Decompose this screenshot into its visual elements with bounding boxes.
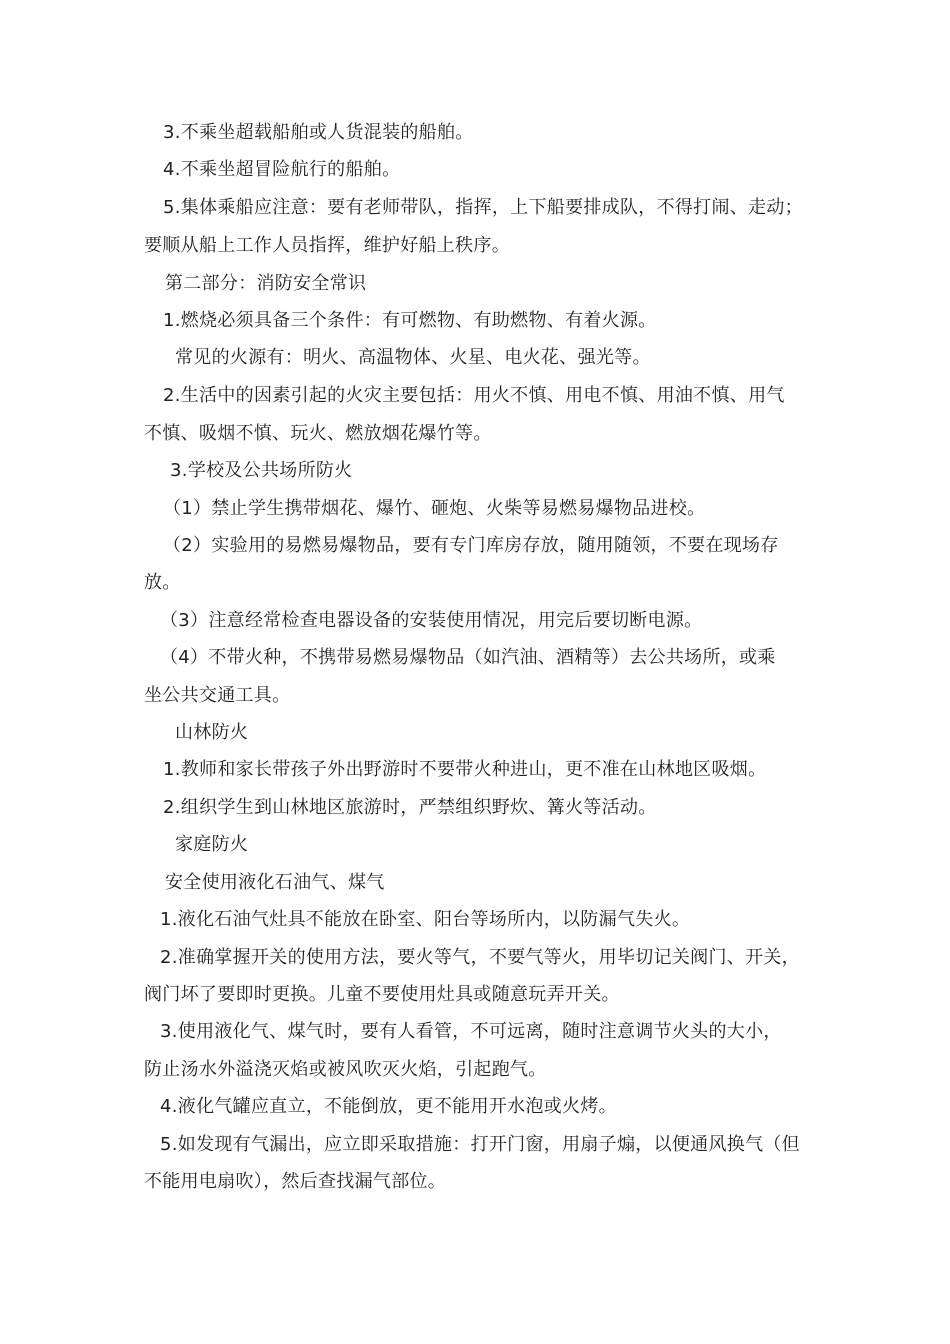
text-line: 阀门坏了要即时更换。儿童不要使用灶具或随意玩弄开关。: [144, 984, 620, 1005]
text-line: 不慎、吸烟不慎、玩火、燃放烟花爆竹等。: [144, 423, 492, 444]
text-line: 坐公共交通工具。: [144, 685, 291, 706]
text-line: 2.准确掌握开关的使用方法，要火等气，不要气等火，用毕切记关阀门、开关，: [160, 947, 800, 968]
text-line: 要顺从船上工作人员指挥，维护好船上秩序。: [144, 235, 510, 256]
text-line: 4.液化气罐应直立，不能倒放，更不能用开水泡或火烤。: [160, 1096, 617, 1117]
text-line: 放。: [144, 572, 181, 593]
subsection-heading: 安全使用液化石油气、煤气: [165, 872, 385, 893]
text-line: 防止汤水外溢浇灭焰或被风吹灭火焰，引起跑气。: [144, 1059, 547, 1080]
text-line: 1.教师和家长带孩子外出野游时不要带火种进山，更不准在山林地区吸烟。: [163, 759, 767, 780]
text-line: 5.如发现有气漏出，应立即采取措施：打开门窗，用扇子煽，以便通风换气（但: [160, 1134, 800, 1155]
text-line: 5.集体乘船应注意：要有老师带队，指挥，上下船要排成队，不得打闹、走动；: [163, 197, 803, 218]
text-line: （3）注意经常检查电器设备的安装使用情况，用完后要切断电源。: [160, 610, 703, 631]
text-line: 3.不乘坐超载船舶或人货混装的船舶。: [163, 122, 474, 143]
text-line: 不能用电扇吹），然后查找漏气部位。: [144, 1171, 447, 1192]
subsection-heading: 家庭防火: [175, 834, 249, 855]
text-line: （2）实验用的易燃易爆物品，要有专门库房存放，随用随领，不要在现场存: [163, 535, 779, 556]
text-line: 常见的火源有：明火、高温物体、火星、电火花、强光等。: [175, 347, 651, 368]
text-line: 1.液化石油气灶具不能放在卧室、阳台等场所内，以防漏气失火。: [160, 909, 691, 930]
text-line: 2.生活中的因素引起的火灾主要包括：用火不慎、用电不慎、用油不慎、用气: [163, 385, 785, 406]
text-line: 2.组织学生到山林地区旅游时，严禁组织野炊、篝火等活动。: [163, 797, 657, 818]
subsection-heading: 3.学校及公共场所防火: [170, 460, 353, 481]
text-line: 1.燃烧必须具备三个条件：有可燃物、有助燃物、有着火源。: [163, 310, 657, 331]
text-line: （1）禁止学生携带烟花、爆竹、砸炮、火柴等易燃易爆物品进校。: [163, 498, 706, 519]
section-heading: 第二部分：消防安全常识: [165, 273, 367, 294]
text-line: （4）不带火种，不携带易燃易爆物品（如汽油、酒精等）去公共场所，或乘: [160, 647, 776, 668]
text-line: 3.使用液化气、煤气时，要有人看管，不可远离，随时注意调节火头的大小，: [160, 1021, 782, 1042]
text-line: 4.不乘坐超冒险航行的船舶。: [163, 159, 401, 180]
subsection-heading: 山林防火: [175, 722, 249, 743]
